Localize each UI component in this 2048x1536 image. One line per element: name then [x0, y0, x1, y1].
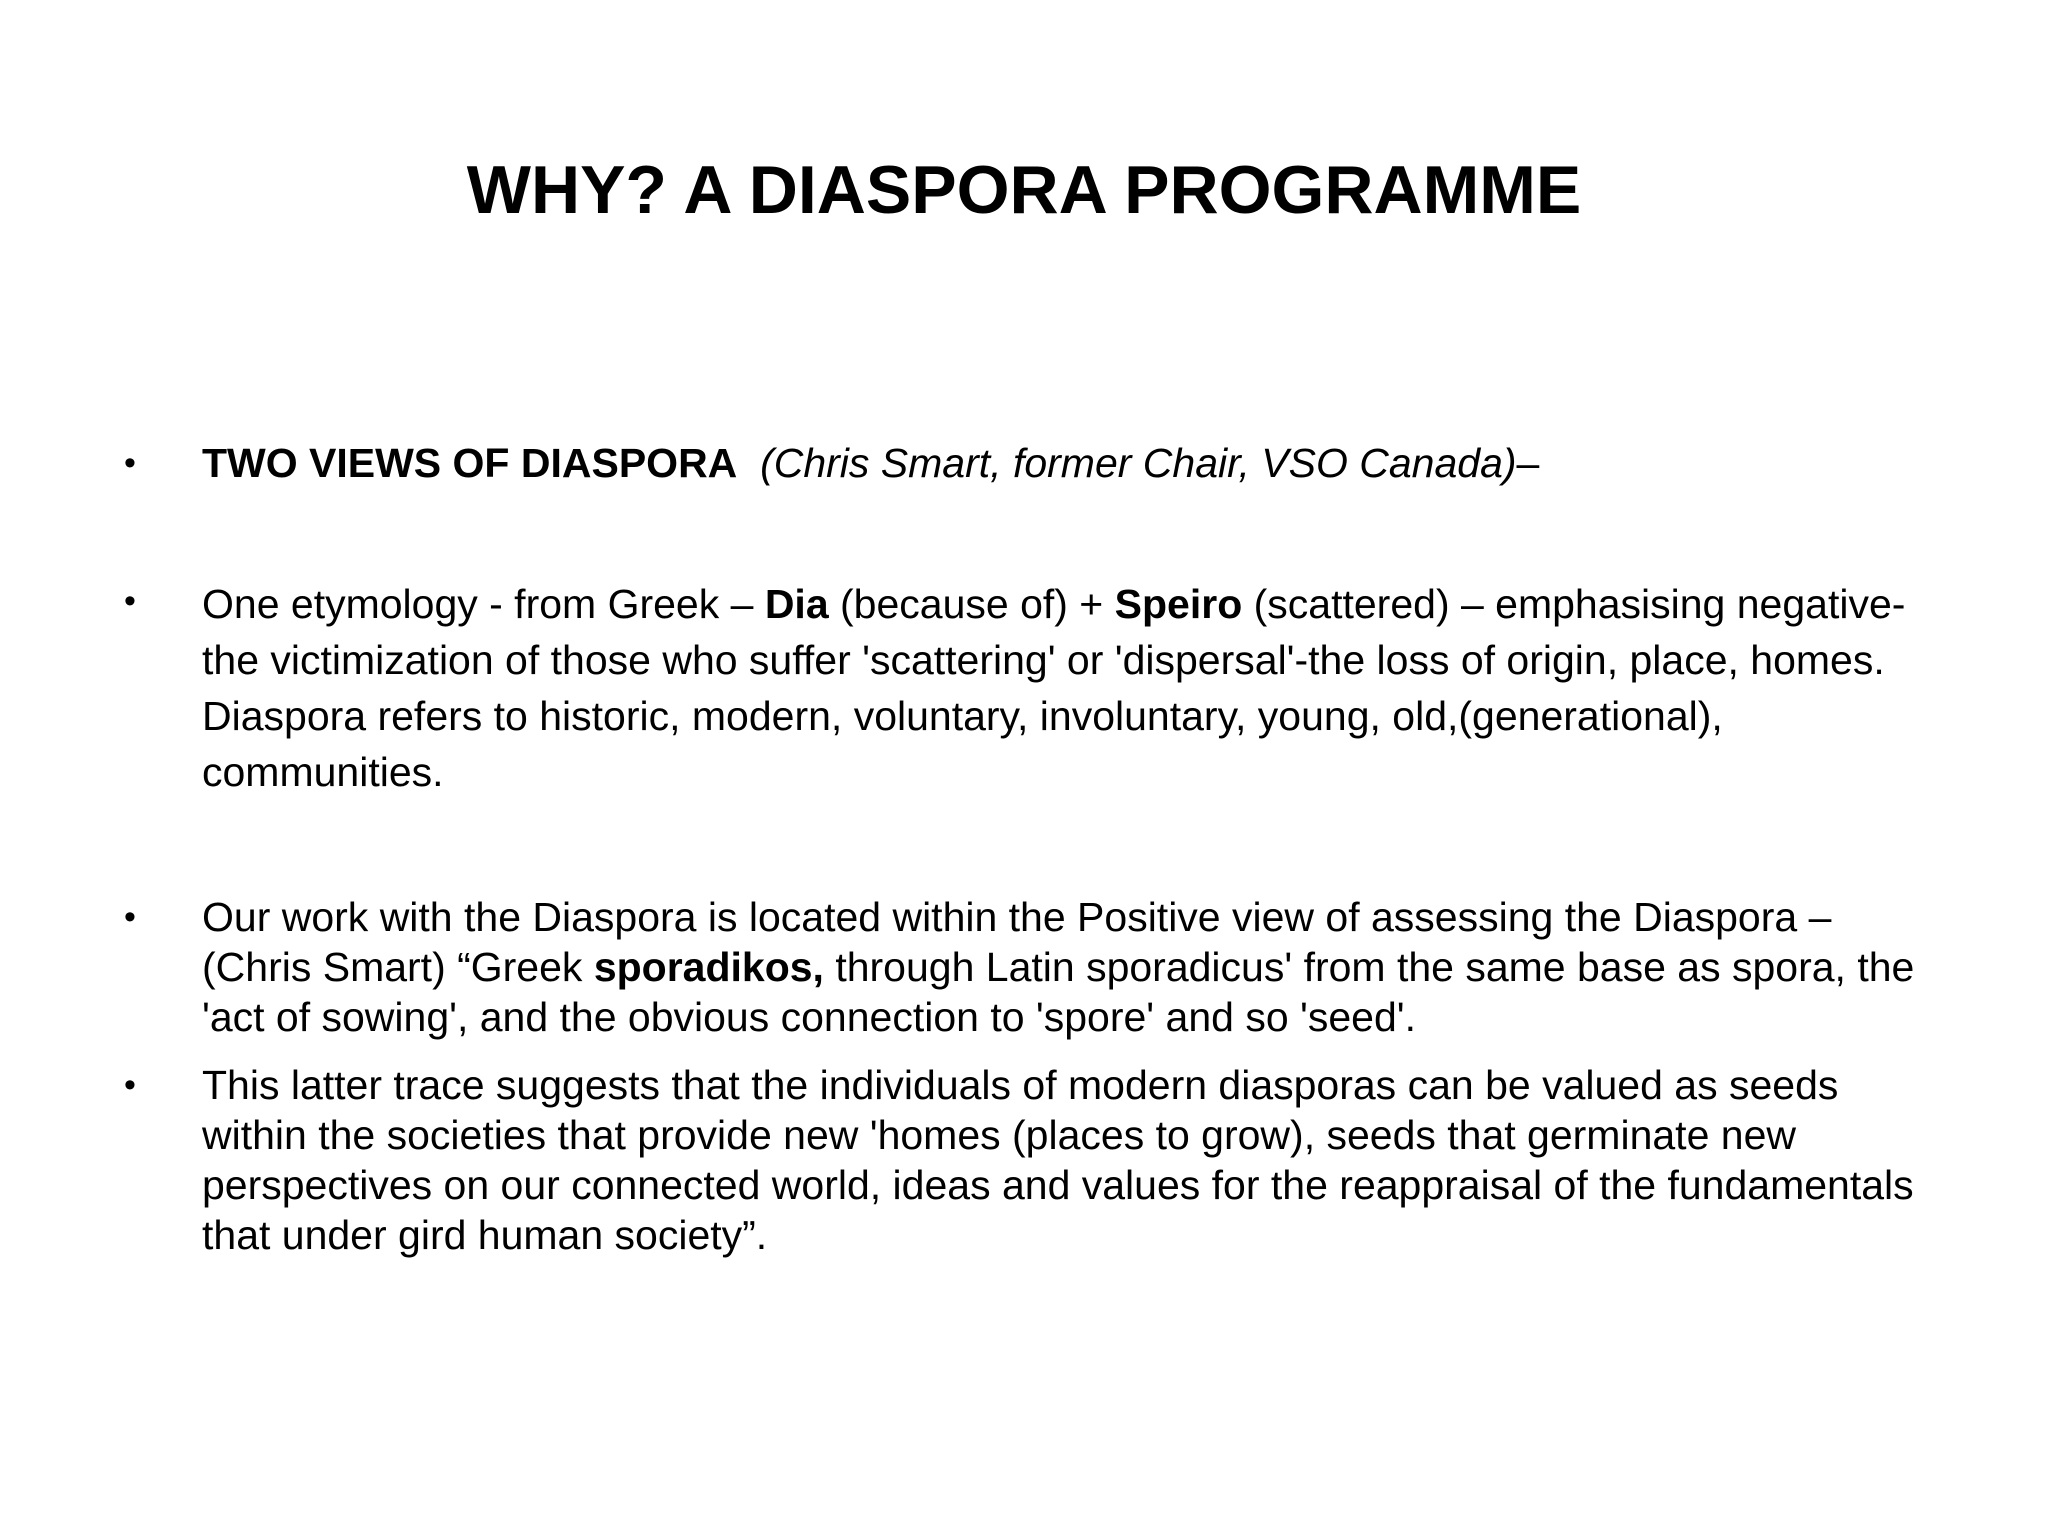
bullet-icon: •: [124, 1066, 136, 1104]
bullet-heading: TWO VIEWS OF DIASPORA: [202, 440, 738, 486]
bullet-icon: •: [124, 444, 136, 482]
bullet-item-positive-view: [120, 892, 1950, 1042]
bullet-text: This latter trace suggests that the individuals of modern diasporas can be valued as seeds within the societies that provide new 'homes (places to grow), seeds that germinate new perspectives on our connected world, ideas and values for the reappraisal of the fundamentals that under gird human society”.: [202, 1062, 1914, 1258]
bullet-item-two-views: [120, 438, 1950, 488]
bullet-attribution: (Chris Smart, former Chair, VSO Canada): [760, 440, 1517, 486]
term-speiro: Speiro: [1114, 581, 1243, 627]
slide-title: WHY? A DIASPORA PROGRAMME: [466, 152, 1582, 228]
bullet-text-lead: Our work with the Diaspora is located within the Positive view of assessing the Diaspora – (Chris Smart) “Greek: [202, 894, 1832, 990]
bullet-text-rest: (scattered) – emphasising negative-the victimization of those who suffer 'scattering' or 'dispersal'-the loss of origin, place, homes. Diaspora refers to historic, modern, voluntary, involuntary, young, old,(generational), communities.: [202, 581, 1906, 795]
bullet-icon: •: [124, 582, 136, 620]
bullet-text-rest: through Latin sporadicus' from the same base as spora, the 'act of sowing', and the obvious connection to 'spore' and so 'seed'.: [202, 944, 1915, 1040]
bullet-item-etymology: [120, 576, 1950, 800]
bullet-icon: •: [124, 898, 136, 936]
term-dia: Dia: [764, 581, 829, 627]
bullet-text-lead: One etymology - from Greek –: [202, 581, 765, 627]
bullet-trail: –: [1516, 440, 1540, 486]
term-sporadikos: sporadikos,: [593, 944, 824, 990]
bullet-text-mid: (because of) +: [828, 581, 1115, 627]
bullet-list: [120, 438, 1950, 1260]
bullet-item-seeds: [120, 1060, 1950, 1260]
